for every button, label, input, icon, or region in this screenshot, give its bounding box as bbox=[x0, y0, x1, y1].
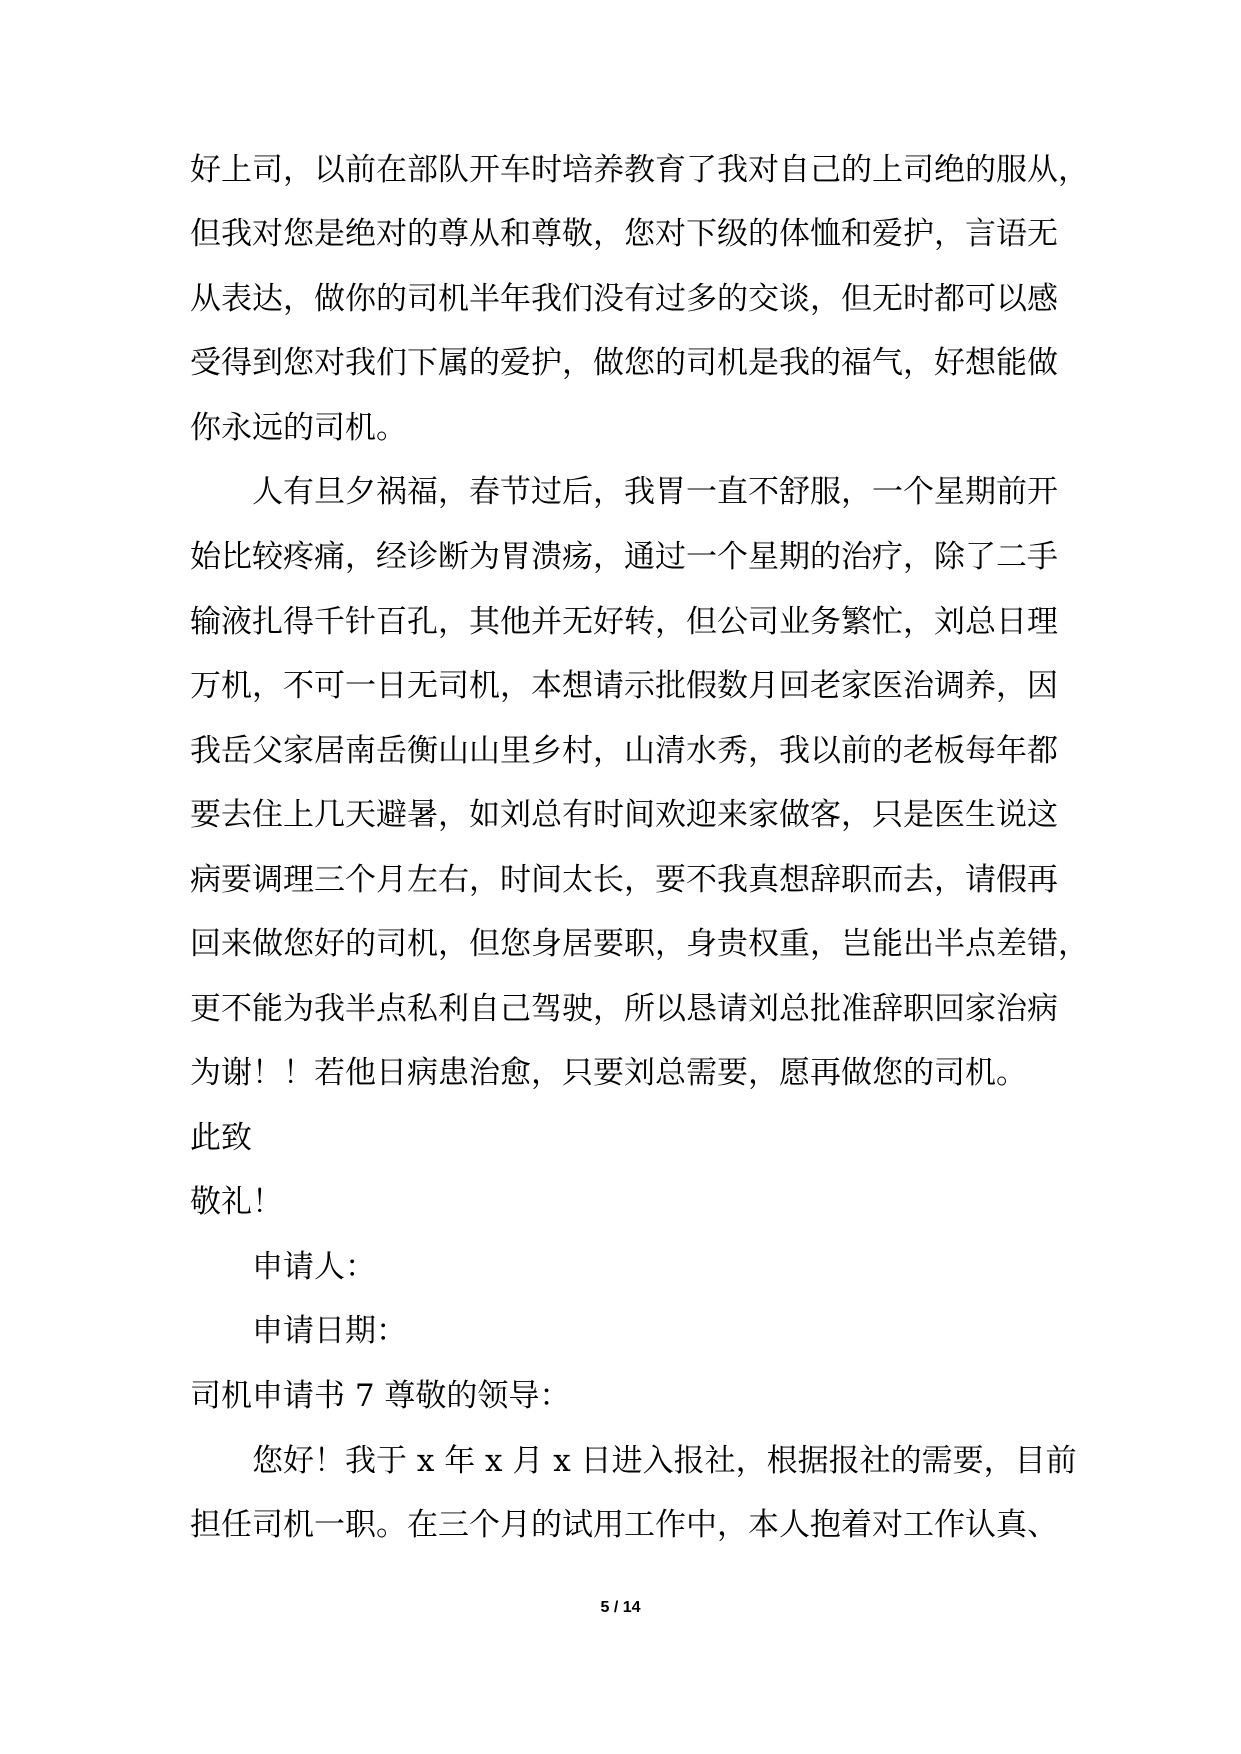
paragraph-line: 担任司机一职。在三个月的试用工作中，本人抱着对工作认真、 bbox=[190, 1507, 1058, 1543]
paragraph-line: 病要调理三个月左右，时间太长，要不我真想辞职而去，请假再 bbox=[190, 862, 1058, 898]
paragraph-line: 人有旦夕祸福，春节过后，我胃一直不舒服，一个星期前开 bbox=[252, 474, 1058, 510]
application-date-label: 申请日期： bbox=[252, 1313, 407, 1349]
closing-regards: 敬礼！ bbox=[190, 1184, 283, 1220]
paragraph-line: 输液扎得千针百孔，其他并无好转，但公司业务繁忙，刘总日理 bbox=[190, 604, 1058, 640]
paragraph-line: 要去住上几天避暑，如刘总有时间欢迎来家做客，只是医生说这 bbox=[190, 797, 1058, 833]
paragraph-line: 你永远的司机。 bbox=[190, 410, 407, 446]
closing-salutation: 此致 bbox=[190, 1120, 252, 1156]
paragraph-line: 但我对您是绝对的尊从和尊敬，您对下级的体恤和爱护，言语无 bbox=[190, 216, 1058, 252]
page-number: 5 / 14 bbox=[600, 1599, 641, 1616]
paragraph-line: 从表达，做你的司机半年我们没有过多的交谈，但无时都可以感 bbox=[190, 281, 1058, 317]
paragraph-line: 更不能为我半点私利自己驾驶，所以恳请刘总批准辞职回家治病 bbox=[190, 991, 1058, 1027]
paragraph-line: 受得到您对我们下属的爱护，做您的司机是我的福气，好想能做 bbox=[190, 345, 1058, 381]
paragraph-line: 我岳父家居南岳衡山山里乡村，山清水秀，我以前的老板每年都 bbox=[190, 733, 1058, 769]
paragraph-line: 回来做您好的司机，但您身居要职，身贵权重，岂能出半点差错， bbox=[190, 926, 1089, 962]
paragraph-line: 您好！我于 x 年 x 月 x 日进入报社，根据报社的需要，目前 bbox=[252, 1443, 1077, 1479]
paragraph-line: 始比较疼痛，经诊断为胃溃疡，通过一个星期的治疗，除了二手 bbox=[190, 539, 1058, 575]
applicant-label: 申请人： bbox=[252, 1249, 376, 1285]
paragraph-line: 万机，不可一日无司机，本想请示批假数月回老家医治调养，因 bbox=[190, 668, 1058, 704]
paragraph-line: 好上司，以前在部队开车时培养教育了我对自己的上司绝的服从， bbox=[190, 152, 1089, 188]
paragraph-line: 为谢！！若他日病患治愈，只要刘总需要，愿再做您的司机。 bbox=[190, 1055, 1027, 1091]
section-heading: 司机申请书 7 尊敬的领导： bbox=[190, 1378, 571, 1414]
